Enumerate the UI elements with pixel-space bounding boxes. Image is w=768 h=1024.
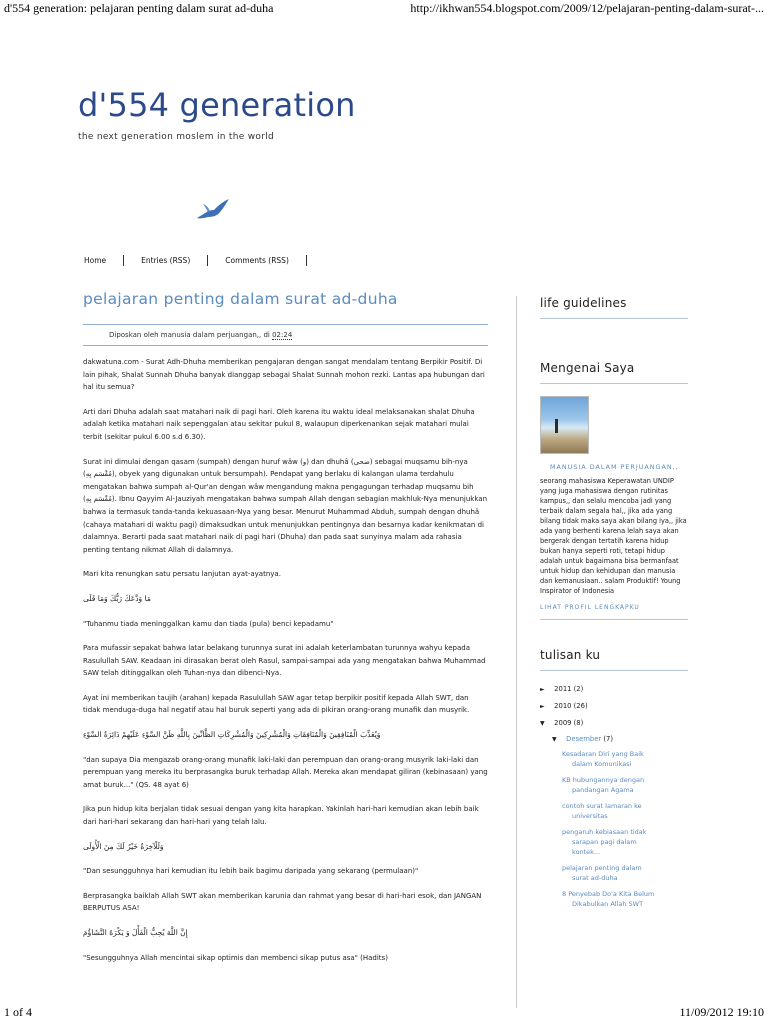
expand-arrow-icon[interactable]: ►	[540, 703, 545, 710]
print-header-title: d'554 generation: pelajaran penting dalam surat ad-duha	[4, 1, 274, 15]
collapse-arrow-icon[interactable]: ▼	[540, 720, 545, 727]
archive-month-label[interactable]: Desember	[566, 735, 602, 743]
post-paragraph: "Tuhanmu tiada meninggalkan kamu dan tiada (pula) benci kepadamu"	[83, 619, 334, 628]
nav-home-link[interactable]: Home	[84, 256, 107, 265]
profile-description: seorang mahasiswa Keperawatan UNDIP yang juga mahasiswa dengan rutinitas kampus,, dan selalu mencoba jadi yang terbaik dalam segala hal,, jika ada yang bilang tidak maka saya akan bilang iya,, jika ada yang berhenti karena lelah saya akan bergerak dengan tertatih karena hidup bukan hanya seperti roti, tetapi hidup adalah untuk bagaimana bisa bermanfaat untuk hidup dan kehidupan dan manusia dan kemanusiaan.. salam Produktif! Young Inspirator of Indonesia	[540, 477, 687, 595]
archive-year-label[interactable]: 2010	[554, 702, 572, 710]
post-paragraph: dakwatuna.com - Surat Adh-Dhuha memberikan pengajaran dengan sangat mendalam tentang Berpikir Positif. Di lain pihak, Shalat Sunnah Dhuha banyak dianggap sebagai Shalat Sunnah mohon rezki. Lantas apa hubungan dari hal itu semua?	[83, 358, 485, 392]
archive-post-link[interactable]	[562, 801, 688, 821]
archive-year-2010[interactable]	[540, 702, 688, 710]
view-full-profile-link[interactable]: LIHAT PROFIL LENGKAPKU	[540, 604, 688, 620]
post-paragraph: Ayat ini memberikan taujih (arahan) kepada Rasulullah SAW agar tetap berpikir positif kepada Allah SWT, dan tidak menduga-duga hal negatif atau hal buruk seperti yang ada di pikiran orang-orang munafik dan musyrik.	[83, 693, 470, 715]
archive-post-title[interactable]: KB hubungannya dengan	[562, 776, 645, 784]
nav-divider	[207, 255, 208, 266]
archive-post-link[interactable]	[562, 863, 688, 883]
archive-count: (7)	[603, 735, 614, 743]
print-footer	[4, 1005, 764, 1021]
sidebar	[540, 296, 688, 918]
print-header-url: http://ikhwan554.blogspot.com/2009/12/pelajaran-penting-dalam-surat-...	[410, 1, 764, 15]
archive-year-label[interactable]: 2009	[554, 719, 572, 727]
post-paragraph: Jika pun hidup kita berjalan tidak sesuai dengan yang kita harapkan. Yakinlah hari-hari kemudian akan lebih baik dari hari-hari sekarang dan hari-hari yang telah lalu.	[83, 805, 479, 827]
archive-count: (2)	[573, 685, 584, 693]
archive-post-link[interactable]	[562, 749, 688, 769]
archive-post-title[interactable]: surat ad-duha	[572, 874, 618, 882]
post-author-line: Diposkan oleh manusia dalam perjuangan,, di	[109, 331, 270, 339]
archive-post-link[interactable]	[562, 889, 688, 909]
archive-month-desember[interactable]	[552, 735, 688, 743]
archive-post-title[interactable]: kontek...	[572, 848, 601, 856]
archive-year-2011[interactable]	[540, 685, 688, 693]
arabic-verse: وَلَلْآخِرَةُ خَيْرٌ لَكَ مِنَ الْأُولَى	[83, 841, 164, 851]
nav-entries-rss-link[interactable]: Entries (RSS)	[141, 256, 191, 265]
post-timestamp-link[interactable]: 02:24	[272, 331, 293, 339]
post-paragraph: Para mufassir sepakat bahwa latar belakang turunnya surat ini adalah keterlambatan turunnya wahyu kepada Rasulullah SAW. Keadaan ini dirasakan berat oleh Rasul, sampai-sampai ada yang mengatakan bahwa Muhammad SAW telah ditinggalkan oleh Tuhan-nya dan dibenci-Nya.	[83, 644, 486, 678]
archive-post-title[interactable]: pengaruh kebiasaan tidak	[562, 828, 647, 836]
print-timestamp: 11/09/2012 19:10	[679, 1005, 764, 1019]
profile-name-link[interactable]: MANUSIA DALAM PERJUANGAN,,	[550, 463, 679, 471]
column-divider	[516, 296, 517, 1008]
nav-divider	[306, 255, 307, 266]
nav-comments-rss-link[interactable]: Comments (RSS)	[225, 256, 289, 265]
post-paragraph: Arti dari Dhuha adalah saat matahari naik di pagi hari. Oleh karena itu waktu ideal melaksanakan shalat Dhuha adalah ketika matahari naik sepenggalan atau sekitar pukul 8, walaupun diperkenankan sejak matahari mulai terbit (sekitar pukul 6.00 s.d 6.30).	[83, 407, 475, 441]
main-column	[83, 290, 488, 976]
print-header	[4, 1, 764, 17]
archive-post-title[interactable]: pandangan Agama	[572, 786, 634, 794]
expand-arrow-icon[interactable]: ►	[540, 686, 545, 693]
arabic-verse: إِنَّ اللَّهَ يُحِبُّ الْفَأْلَ وَ يَكْرَهُ التَّشَاؤُمَ	[83, 928, 188, 937]
blog-archive	[540, 685, 688, 909]
archive-post-title[interactable]: sarapan pagi dalam	[572, 838, 637, 846]
profile-figure	[555, 419, 558, 433]
blog-title[interactable]: d'554 generation	[78, 86, 356, 124]
top-nav	[84, 255, 324, 266]
archive-post-link[interactable]	[562, 827, 688, 857]
post-paragraph: Surat ini dimulai dengan qasam (sumpah) dengan huruf wâw (و) dan dhuhâ (ضحى) sebagai muqsamu bih-nya (مُقْسَم بِهِ), obyek yang digunakan untuk bersumpah). Pendapat yang berlaku di kalangan ulama terdahulu mengatakan bahwa sumpah al-Qur'an dengan wâw mengandung makna pengagungan terhadap muqsamu bih (مُقْسَم بِهِ). Ibnu Qayyim Al-Jauziyah mengatakan bahwa sumpah Allah dengan sebagian makhluk-Nya menunjukkan bahwa ia termasuk tanda-tanda kekuasaan-Nya yang besar. Menurut Muhammad Abduh, sumpah dengan dhuhâ (cahaya matahari di waktu pagi) dimaksudkan untuk menunjukkan pentingnya dan besarnya kadar kenikmatan di dalamnya. Berarti pada saat matahari naik di pagi hari (Dhuha) dan pada saat sunyinya malam ada rahasia penting tentang nikmat Allah di dalamnya.	[83, 457, 488, 554]
archive-post-link[interactable]	[562, 775, 688, 795]
archive-count: (8)	[573, 719, 584, 727]
archive-heading: tulisan ku	[540, 648, 688, 671]
post-paragraph: "Dan sesungguhnya hari kemudian itu lebih baik bagimu daripada yang sekarang (permulaan)"	[83, 867, 419, 876]
archive-year-2009[interactable]	[540, 719, 688, 909]
archive-post-title[interactable]: Kesadaran Diri yang Baik	[562, 750, 644, 758]
about-heading: Mengenai Saya	[540, 361, 688, 384]
archive-post-title[interactable]: 8 Penyebab Do'a Kita Belum	[562, 890, 655, 898]
post-title[interactable]: pelajaran penting dalam surat ad-duha	[83, 290, 398, 308]
arabic-verse: مَا وَدَّعَكَ رَبُّكَ وَمَا قَلَى	[83, 593, 151, 603]
bird-logo-icon	[196, 198, 230, 226]
post-paragraph: Berprasangka baiklah Allah SWT akan memberikan karunia dan rahmat yang besar di hari-hari esok, dan JANGAN BERPUTUS ASA!	[83, 891, 482, 913]
archive-post-title[interactable]: Dikabulkan Allah SWT	[572, 900, 644, 908]
post-paragraph: "Sesungguhnya Allah mencintai sikap optimis dan membenci sikap putus asa" (Hadits)	[83, 953, 388, 962]
collapse-arrow-icon[interactable]: ▼	[552, 736, 557, 743]
archive-post-title[interactable]: pelajaran penting dalam	[562, 864, 642, 872]
archive-year-label[interactable]: 2011	[554, 685, 572, 693]
blog-description: the next generation moslem in the world	[78, 132, 275, 142]
profile-photo[interactable]	[540, 396, 589, 454]
archive-post-title[interactable]: dalam Komunikasi	[572, 760, 632, 768]
post-body	[83, 356, 488, 964]
archive-post-title[interactable]: universitas	[572, 812, 608, 820]
nav-divider	[123, 255, 124, 266]
life-guidelines-heading: life guidelines	[540, 296, 688, 319]
archive-post-list	[562, 749, 688, 909]
page-count: 1 of 4	[4, 1005, 32, 1019]
post-meta	[83, 324, 488, 346]
arabic-verse: وَيُعَذِّبَ الْمُنَافِقِينَ وَالْمُنَافِقَاتِ وَالْمُشْرِكِينَ وَالْمُشْرِكَاتِ الظَّانِّينَ بِاللَّهِ ظَنَّ السَّوْءِ عَلَيْهِمْ دَائِرَةُ السَّوْءِ	[83, 730, 381, 740]
archive-count: (26)	[573, 702, 588, 710]
post-paragraph: Mari kita renungkan satu persatu lanjutan ayat-ayatnya.	[83, 570, 281, 579]
archive-post-title[interactable]: contoh surat lamaran ke	[562, 802, 642, 810]
post-paragraph: "dan supaya Dia mengazab orang-orang munafik laki-laki dan perempuan dan orang-orang musyrik laki-laki dan perempuan yang mereka itu berprasangka buruk terhadap Allah. Mereka akan mendapat giliran (kebinasaan) yang amat buruk..." (QS. 48 ayat 6)	[83, 755, 488, 789]
